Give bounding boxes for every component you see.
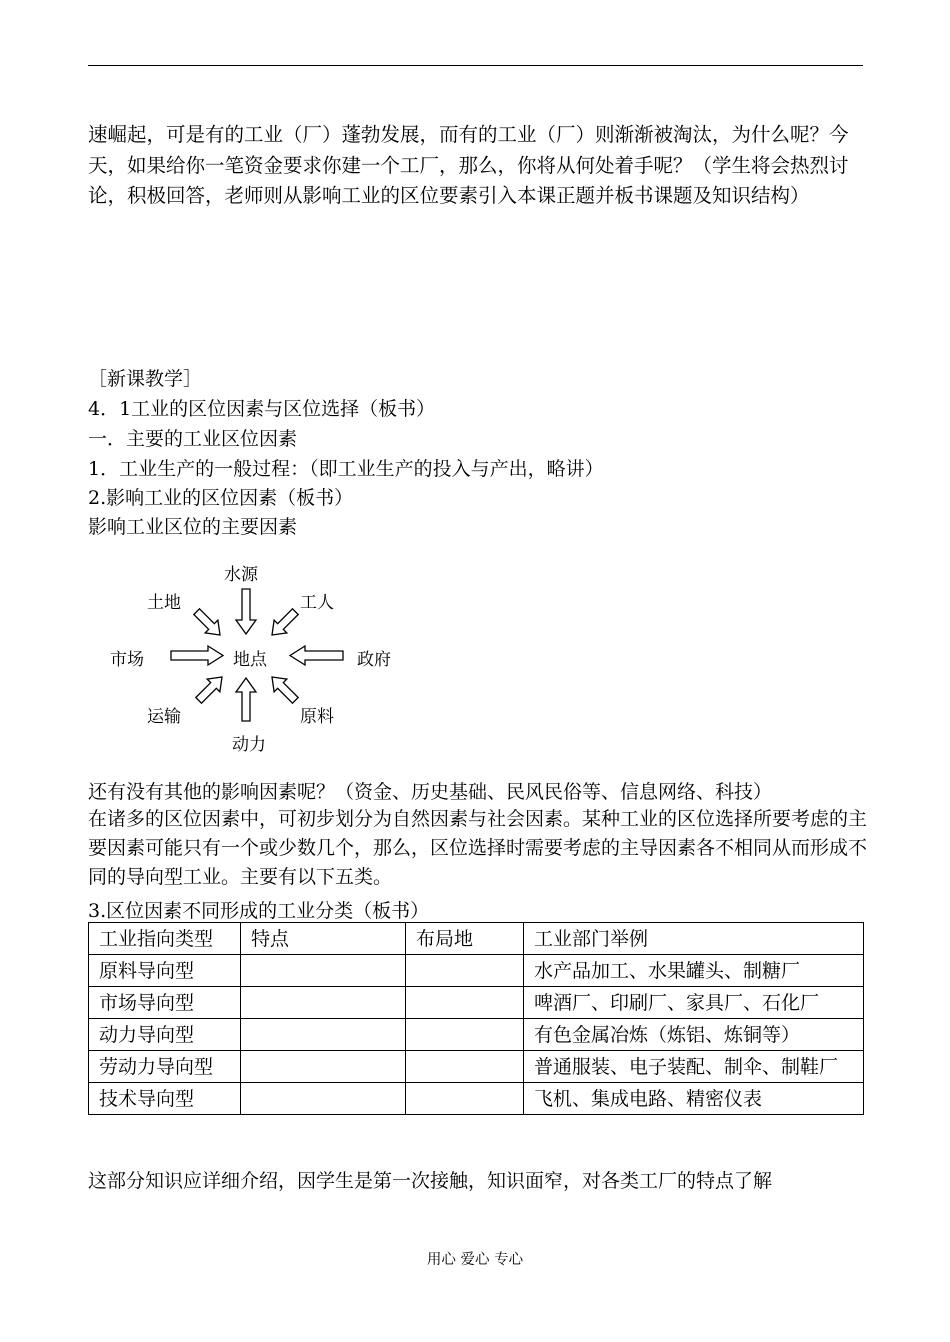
table-cell-type: 原料导向型 [89, 955, 241, 987]
table-cell-examples: 啤酒厂、印刷厂、家具厂、石化厂 [524, 987, 864, 1019]
table-cell-location [406, 987, 524, 1019]
arrow-water [236, 589, 256, 634]
arrow-power [236, 678, 256, 721]
table-header-cell: 特点 [241, 923, 406, 955]
closing-line: 这部分知识应详细介绍，因学生是第一次接触，知识面窄，对各类工厂的特点了解 [88, 1170, 773, 1192]
table-row [89, 1083, 864, 1115]
table-cell-examples: 飞机、集成电路、精密仪表 [524, 1083, 864, 1115]
table-cell-type: 动力导向型 [89, 1019, 241, 1051]
arrow-market [171, 646, 223, 665]
table-header-row [89, 923, 864, 955]
factor-market: 市场 [110, 650, 144, 670]
table-cell-location [406, 1051, 524, 1083]
diagram-center-location: 地点 [233, 650, 267, 670]
table-cell-location [406, 955, 524, 987]
factor-power: 动力 [232, 735, 266, 755]
table-cell-type: 劳动力导向型 [89, 1051, 241, 1083]
table-cell-feature [241, 1083, 406, 1115]
table-cell-location [406, 1083, 524, 1115]
section-heading: 一．主要的工业区位因素 [88, 428, 298, 450]
page-footer: 用心 爱心 专心 [426, 1252, 524, 1268]
other-factors-line: 还有没有其他的影响因素呢？（资金、历史基础、民风民俗等、信息网络、科技） [88, 781, 773, 803]
table-header-cell: 布局地 [406, 923, 524, 955]
list-item-1: 1．工业生产的一般过程：（即工业生产的投入与产出，略讲） [88, 458, 604, 480]
table-cell-feature [241, 1051, 406, 1083]
intro-paragraph: 速崛起，可是有的工业（厂）蓬勃发展，而有的工业（厂）则渐渐被淘汰，为什么呢？今天，如果给你一笔资金要求你建一个工厂，那么，你将从何处着手呢？（学生将会热烈讨论，积极回答，老师则从影响工业的区位要素引入本课正题并板书课题及知识结构） [88, 123, 849, 207]
table-header-cell: 工业部门举例 [524, 923, 864, 955]
table-row [89, 1019, 864, 1051]
factor-water: 水源 [224, 565, 258, 585]
lesson-title: 4．1工业的区位因素与区位选择（板书） [88, 398, 436, 420]
table-cell-examples: 水产品加工、水果罐头、制糖厂 [524, 955, 864, 987]
factor-government: 政府 [357, 650, 391, 670]
table-cell-examples: 有色金属冶炼（炼铝、炼铜等） [524, 1019, 864, 1051]
arrow-workers [266, 605, 302, 641]
table-cell-feature [241, 987, 406, 1019]
list-item-2: 2.影响工业的区位因素（板书） [88, 487, 354, 509]
arrow-raw-material [266, 671, 302, 707]
table-row [89, 987, 864, 1019]
arrow-land [190, 605, 226, 641]
list-item-3: 3.区位因素不同形成的工业分类（板书） [88, 900, 430, 922]
table-cell-location [406, 1019, 524, 1051]
table-cell-feature [241, 955, 406, 987]
factor-land: 土地 [147, 593, 181, 613]
table-cell-examples: 普通服装、电子装配、制伞、制鞋厂 [524, 1051, 864, 1083]
factor-transport: 运输 [147, 707, 181, 727]
table-row [89, 955, 864, 987]
table-header-cell: 工业指向类型 [89, 923, 241, 955]
diagram-title: 影响工业区位的主要因素 [88, 516, 298, 538]
industry-type-table [88, 922, 864, 1115]
factor-raw-material: 原料 [300, 707, 334, 727]
arrow-government [290, 646, 343, 665]
classification-paragraph: 在诸多的区位因素中，可初步划分为自然因素与社会因素。某种工业的区位选择所要考虑的主要因素可能只有一个或少数几个，那么，区位选择时需要考虑的主导因素各不相同从而形成不同的导向型工业。主要有以下五类。 [88, 808, 868, 888]
arrow-transport [192, 671, 228, 707]
table-cell-type: 市场导向型 [89, 987, 241, 1019]
factor-workers: 工人 [300, 593, 334, 613]
table-cell-type: 技术导向型 [89, 1083, 241, 1115]
table-row [89, 1051, 864, 1083]
table-cell-feature [241, 1019, 406, 1051]
new-lesson-heading: ［新课教学］ [88, 368, 203, 390]
